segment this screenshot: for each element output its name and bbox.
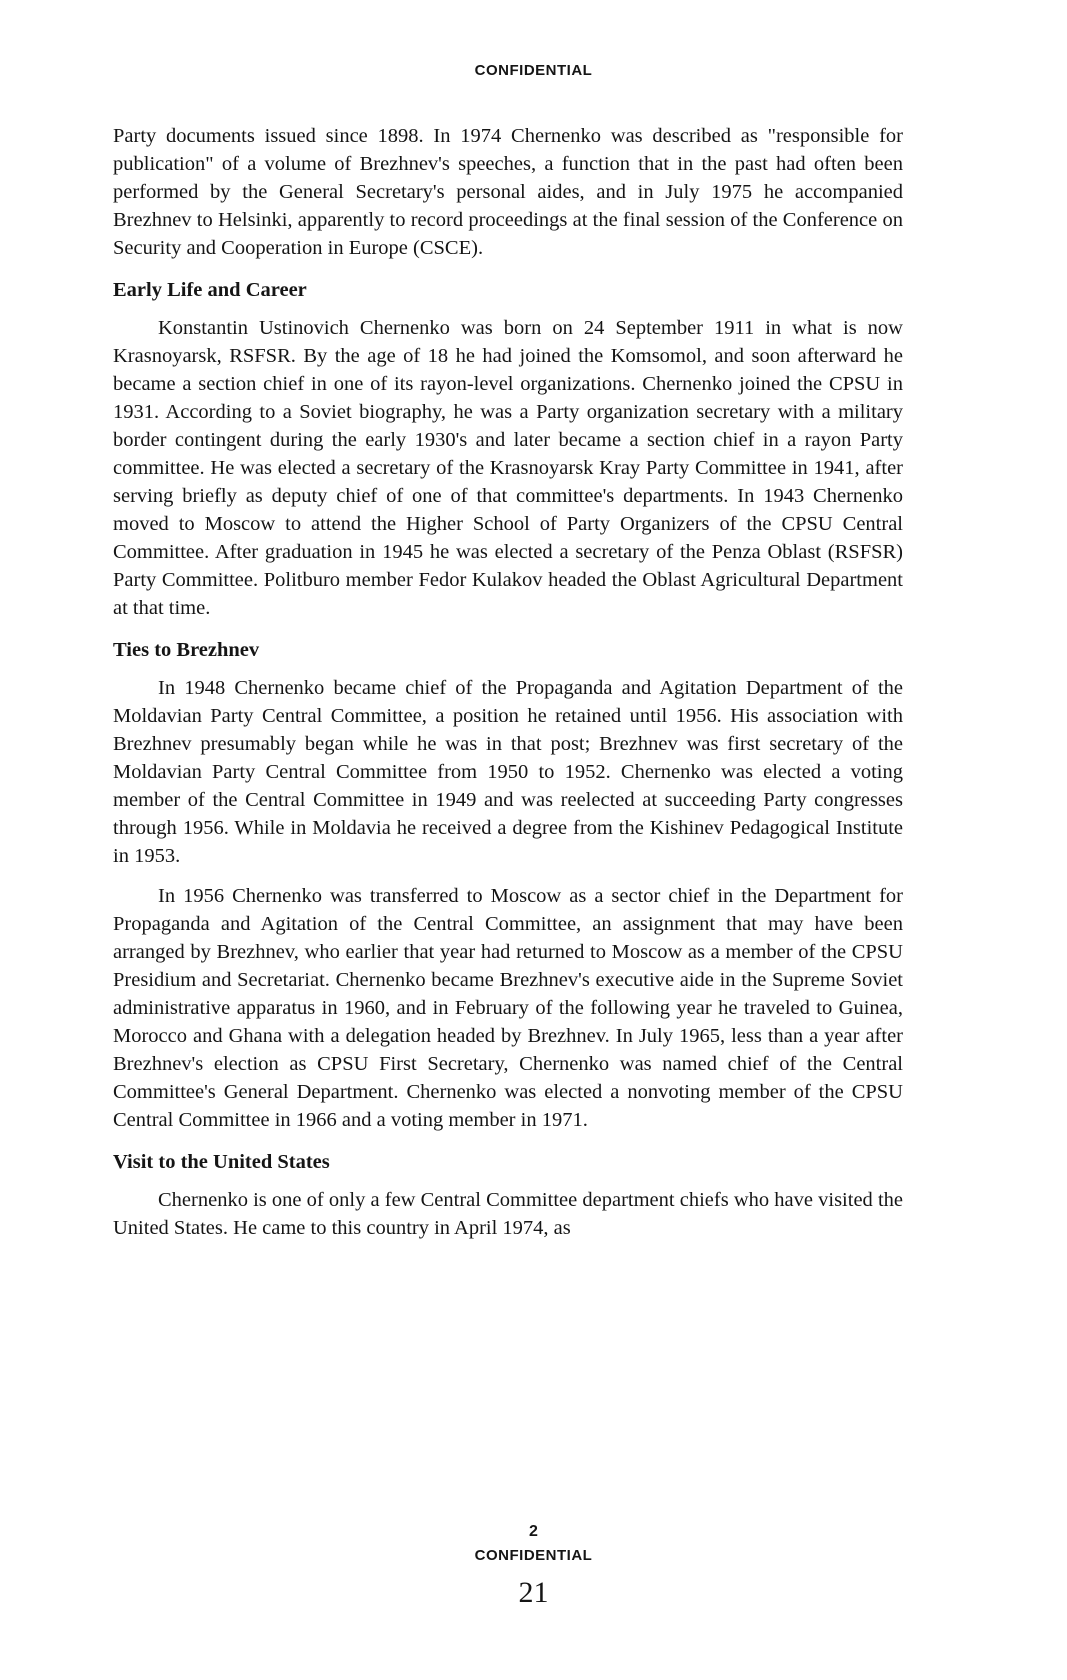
section-heading-visit-us: Visit to the United States [113, 1151, 330, 1173]
paragraph-ties-2: In 1956 Chernenko was transferred to Moscow as a sector chief in the Department for Propaganda and Agitation of the Central Committee, an assignment that may have been arranged by Brezhnev, who earlier that year had returned to Moscow as a member of the CPSU Presidium and Secretariat. Chernenko became Brezhnev's executive aide in the Supreme Soviet administrative apparatus in 1960, and in February of the following year he traveled to Guinea, Morocco and Ghana with a delegation headed by Brezhnev. In July 1965, less than a year after Brezhnev's election as CPSU First Secretary, Chernenko was named chief of the Central Committee's General Department. Chernenko was elected a nonvoting member of the CPSU Central Committee in 1966 and a voting member in 1971. [113, 885, 903, 1131]
paragraph-ties-1: In 1948 Chernenko became chief of the Propaganda and Agitation Department of the Moldavian Party Central Committee, a position he retained until 1956. His association with Brezhnev presumably began while he was in that post; Brezhnev was first secretary of the Moldavian Party Central Committee from 1950 to 1952. Chernenko was elected a voting member of the Central Committee in 1949 and was reelected at succeeding Party congresses through 1956. While in Moldavia he received a degree from the Kishinev Pedagogical Institute in 1953. [113, 677, 903, 867]
folio-number: 21 [518, 1576, 549, 1609]
header-classification: CONFIDENTIAL [474, 62, 593, 79]
paragraph-visit-us: Chernenko is one of only a few Central Committee department chiefs who have visited the United States. He came to this country in April 1974, as [113, 1189, 903, 1239]
page-number: 2 [529, 1523, 538, 1540]
footer-classification: CONFIDENTIAL [474, 1547, 593, 1564]
section-heading-early-life: Early Life and Career [113, 279, 307, 301]
section-heading-ties-to-brezhnev: Ties to Brezhnev [113, 639, 260, 661]
paragraph-early-life: Konstantin Ustinovich Chernenko was born on 24 September 1911 in what is now Krasnoyarsk, RSFSR. By the age of 18 he had joined the Komsomol, and soon afterward he became a section chief in one of its rayon-level organizations. Chernenko joined the CPSU in 1931. According to a Soviet biography, he was a Party organization secretary with a military border contingent during the early 1930's and later became a section chief in a rayon Party committee. He was elected a secretary of the Krasnoyarsk Kray Party Committee in 1941, after serving briefly as deputy chief of one of that committee's departments. In 1943 Chernenko moved to Moscow to attend the Higher School of Party Organizers of the CPSU Central Committee. After graduation in 1945 he was elected a secretary of the Penza Oblast (RSFSR) Party Committee. Politburo member Fedor Kulakov headed the Oblast Agricultural Department at that time. [113, 317, 903, 619]
intro-paragraph: Party documents issued since 1898. In 1974 Chernenko was described as "responsible for publication" of a volume of Brezhnev's speeches, a function that in the past had often been performed by the General Secretary's personal aides, and in July 1975 he accompanied Brezhnev to Helsinki, apparently to record proceedings at the final session of the Conference on Security and Cooperation in Europe (CSCE). [113, 125, 903, 259]
document-body [113, 122, 903, 1242]
